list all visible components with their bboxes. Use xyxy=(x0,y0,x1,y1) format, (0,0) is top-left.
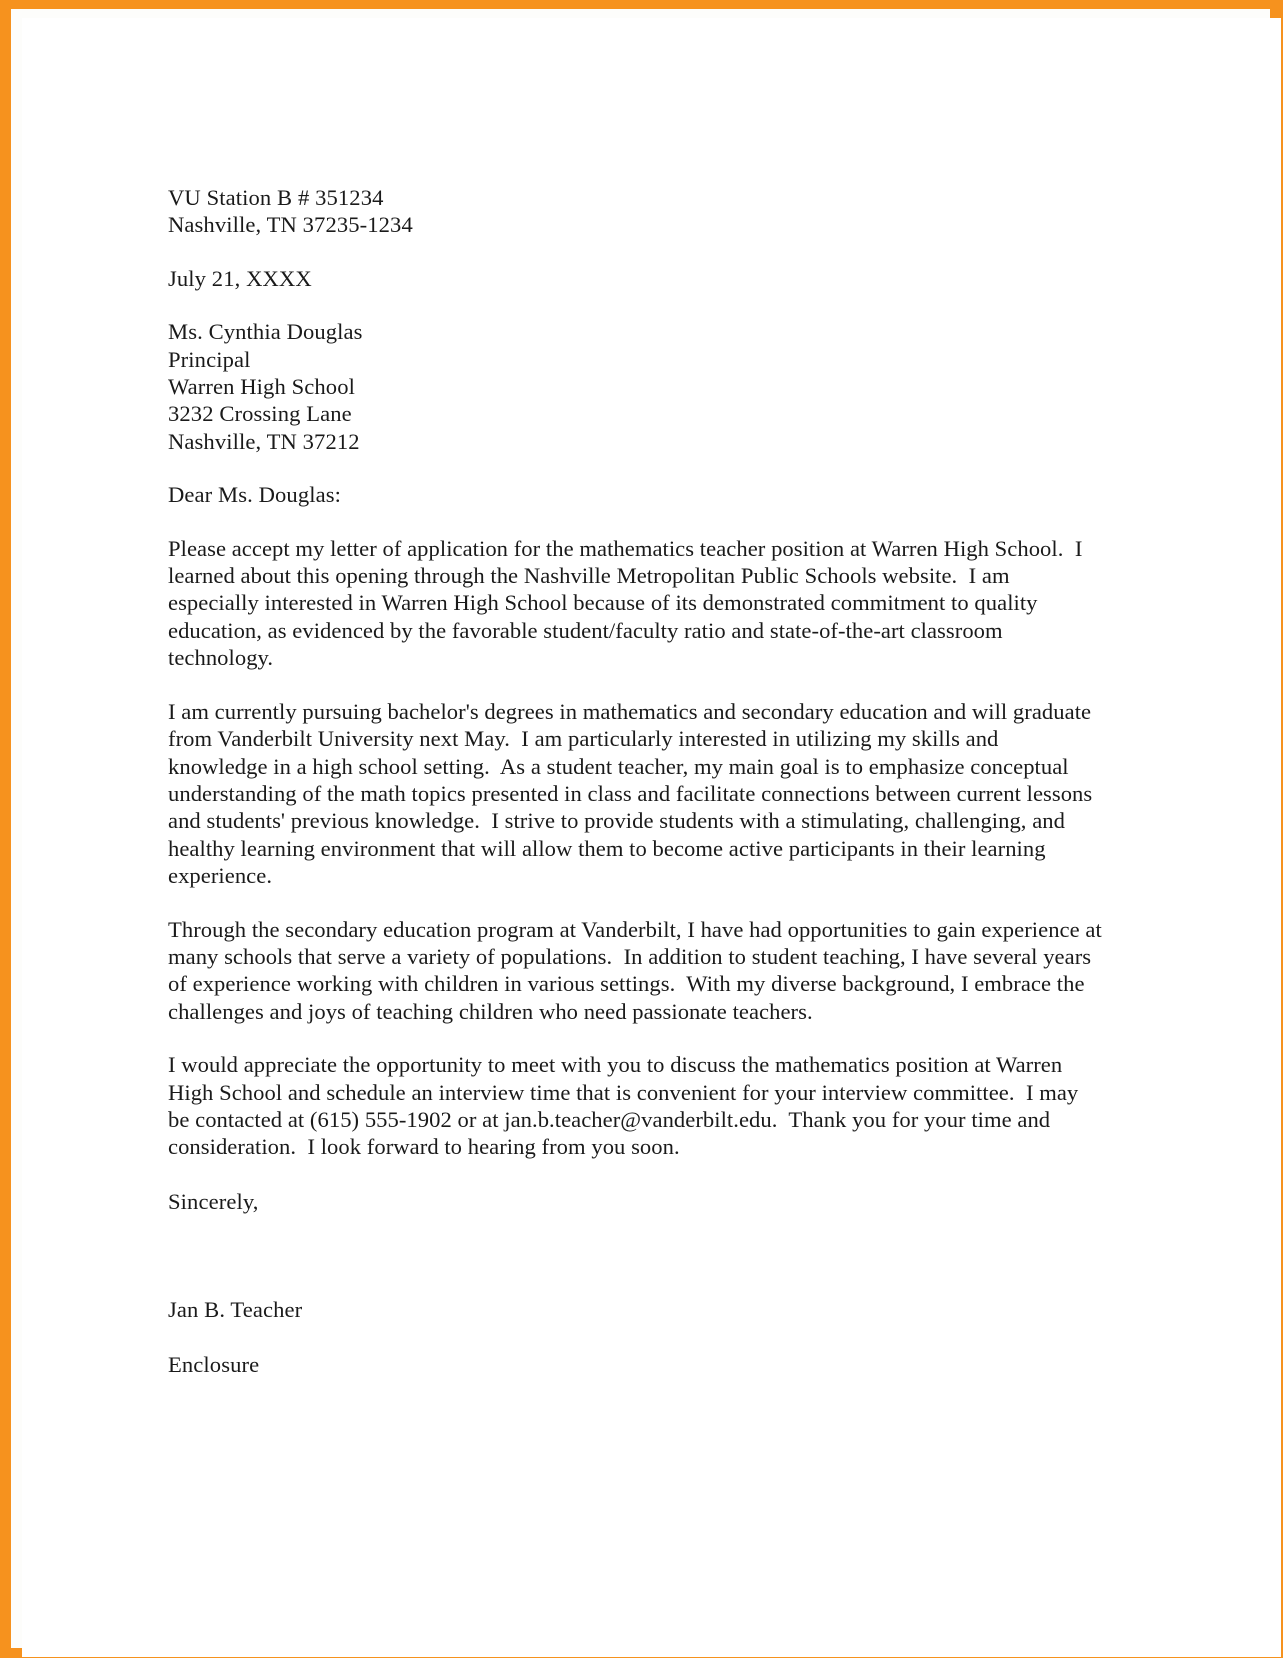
body-paragraph-4: I would appreciate the opportunity to meet with you to discuss the mathematics position at Warren High School and schedule an interview time that is convenient for your interview committee. I may be contacted at (615) 555-1902 or at jan.b.teacher@vanderbilt.edu. Thank you for your time and consideration. I look forward to hearing from you soon. xyxy=(168,1052,1084,1160)
spacer-before-closing xyxy=(168,1161,1103,1188)
body-paragraph-1: Please accept my letter of application for the mathematics teacher position at Warren High School. I learned about this opening through the Nashville Metropolitan Public Schools website. I am especially interested in Warren High School because of its demonstrated commitment to quality education, as evidenced by the favorable student/faculty ratio and state-of-the-art classroom technology. xyxy=(168,535,1089,671)
signature-space xyxy=(168,1215,1103,1296)
document-page xyxy=(22,18,1281,1657)
closing xyxy=(168,1188,1103,1215)
recipient-name: Ms. Cynthia Douglas xyxy=(168,319,363,345)
spacer-before-body xyxy=(168,509,1103,535)
closing-text: Sincerely, xyxy=(168,1188,259,1214)
sender-address-block xyxy=(168,184,1103,239)
sender-address-line-2: Nashville, TN 37235-1234 xyxy=(168,212,413,238)
sender-address-line-1: VU Station B # 351234 xyxy=(168,185,384,210)
spacer-paragraph-3 xyxy=(168,1025,1103,1051)
body-paragraph-2: I am currently pursuing bachelor's degrees in mathematics and secondary education and will graduate from Vanderbilt University next May. I am particularly interested in utilizing my skills and knowledge in a high school setting. As a student teacher, my main goal is to emphasize conceptual understanding of the math topics presented in class and facilitate connections between current lessons and students' previous knowledge. I strive to provide students with a stimulating, challenging, and healthy learning environment that will allow them to become active participants in their learning experience. xyxy=(168,698,1098,889)
enclosure-text: Enclosure xyxy=(168,1351,260,1377)
spacer-after-sender xyxy=(168,239,1103,265)
spacer-after-recipient xyxy=(168,455,1103,481)
recipient-title: Principal xyxy=(168,346,251,372)
spacer-after-date xyxy=(168,292,1103,318)
recipient-city-state-zip: Nashville, TN 37212 xyxy=(168,428,360,454)
letter-date xyxy=(168,265,1103,292)
recipient-street: 3232 Crossing Lane xyxy=(168,401,352,427)
enclosure-notation xyxy=(168,1351,1103,1378)
body-paragraph-3: Through the secondary education program at Vanderbilt, I have had opportunities to gain experience at many schools that serve a variety of populations. In addition to student teaching, I have several years of experience working with children in various settings. With my diverse background, I embrace the challenges and joys of teaching children who need passionate teachers. xyxy=(168,916,1108,1024)
date-text: July 21, XXXX xyxy=(168,265,312,291)
recipient-organization: Warren High School xyxy=(168,374,355,400)
spacer-paragraph-2 xyxy=(168,890,1103,916)
letter-body xyxy=(168,184,1108,1378)
recipient-address-block xyxy=(168,318,1103,455)
salutation xyxy=(168,481,1103,508)
salutation-text: Dear Ms. Douglas: xyxy=(168,482,342,508)
spacer-paragraph-1 xyxy=(168,672,1103,698)
spacer-before-enclosure xyxy=(168,1324,1103,1351)
signature-name-text: Jan B. Teacher xyxy=(168,1297,303,1323)
signature-name xyxy=(168,1296,1103,1323)
